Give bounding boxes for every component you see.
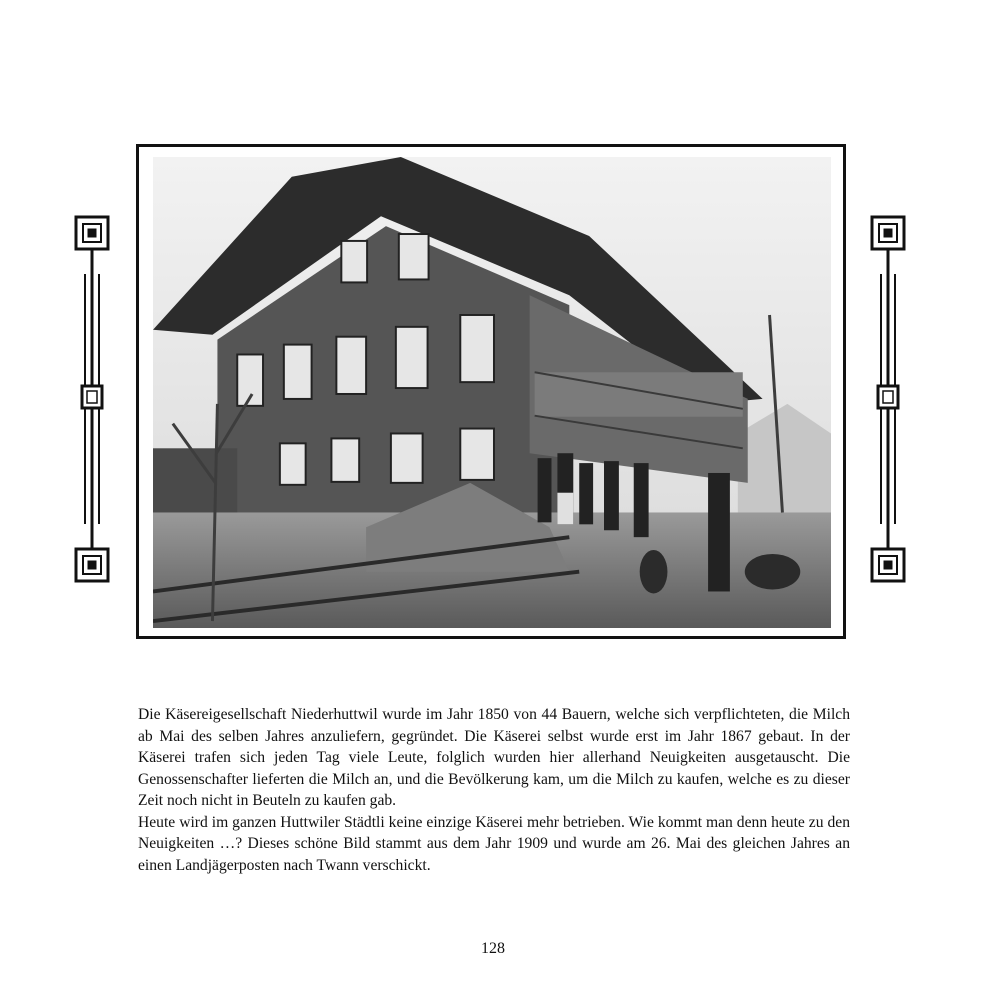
paragraph-2: Heute wird im ganzen Huttwiler Städtli keine einzige Käserei mehr betrieben. Wie kommt man denn heute zu den Neuigkeiten …? Dieses schöne Bild stammt aus dem Jahr 1909 und wurde am 26. Mai des gleichen Jahres an einen Landjägerposten nach Twann verschickt. [138,813,850,874]
ornament-left-icon [73,214,111,584]
paragraph-1: Die Käsereigesellschaft Niederhuttwil wurde im Jahr 1850 von 44 Bauern, welche sich verpflichteten, die Milch ab Mai des selben Jahres anzuliefern, gegründet. Die Käserei selbst wurde erst im Jahr 1867 gebaut. In der Käserei trafen sich jeden Tag viele Leute, folglich wurden hier allerhand Neuigkeiten ausgetauscht. Die Genossenschafter lieferten die Milch an, und die Bevölkerung kam, um die Milch zu kaufen, welche es zu dieser Zeit noch nicht in Beuteln zu kaufen gab. [138,706,850,809]
photo-frame [136,144,846,639]
page-number: 128 [481,940,505,957]
body-text [138,704,850,876]
historic-photo [153,157,831,628]
ornament-right-icon [869,214,907,584]
